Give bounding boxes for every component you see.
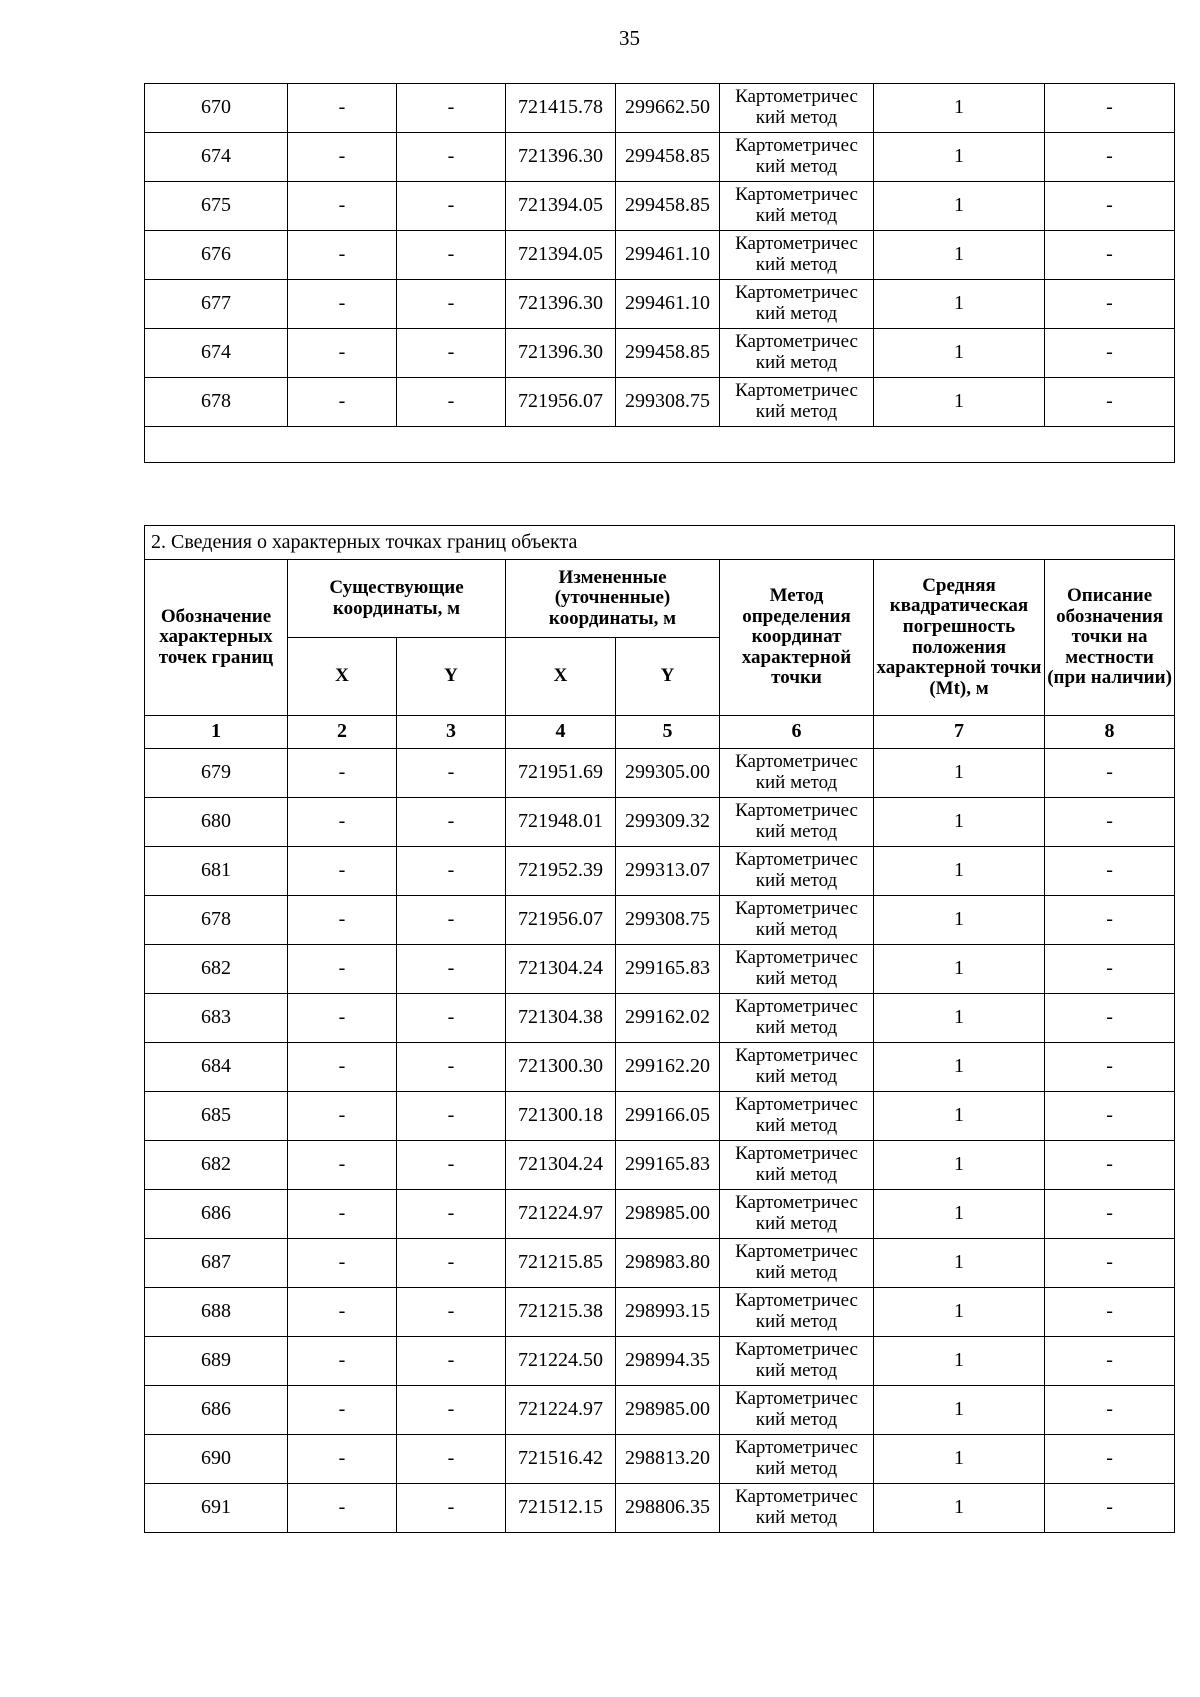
cell-method: Картометричес кий метод (720, 749, 874, 798)
cell-method: Картометричес кий метод (720, 1141, 874, 1190)
cell-point: 678 (145, 378, 288, 427)
cell-point: 674 (145, 329, 288, 378)
cell-existing-y: - (397, 945, 506, 994)
cell-method: Картометричес кий метод (720, 1484, 874, 1533)
cell-description: - (1045, 1337, 1175, 1386)
cell-existing-x: - (288, 378, 397, 427)
cell-description: - (1045, 896, 1175, 945)
cell-existing-y: - (397, 133, 506, 182)
cell-existing-y: - (397, 329, 506, 378)
table-row (145, 378, 1175, 427)
cell-existing-y: - (397, 1484, 506, 1533)
table-row (145, 84, 1175, 133)
cell-existing-y: - (397, 378, 506, 427)
header-existing-x: X (288, 638, 397, 716)
cell-existing-y: - (397, 1337, 506, 1386)
table-row (145, 1141, 1175, 1190)
cell-existing-x: - (288, 329, 397, 378)
cell-description: - (1045, 847, 1175, 896)
cell-description: - (1045, 133, 1175, 182)
cell-changed-x: 721415.78 (506, 84, 616, 133)
cell-accuracy: 1 (874, 84, 1045, 133)
header-existing-coordinates: Существующие координаты, м (288, 560, 506, 638)
table-row (145, 1337, 1175, 1386)
cell-description: - (1045, 1435, 1175, 1484)
cell-accuracy: 1 (874, 1288, 1045, 1337)
cell-description: - (1045, 1386, 1175, 1435)
cell-changed-y: 299309.32 (616, 798, 720, 847)
cell-changed-y: 299305.00 (616, 749, 720, 798)
cell-existing-x: - (288, 1435, 397, 1484)
cell-changed-y: 299165.83 (616, 945, 720, 994)
cell-accuracy: 1 (874, 1190, 1045, 1239)
cell-point: 674 (145, 133, 288, 182)
cell-accuracy: 1 (874, 994, 1045, 1043)
cell-changed-y: 299461.10 (616, 231, 720, 280)
cell-method: Картометричес кий метод (720, 84, 874, 133)
cell-changed-x: 721304.24 (506, 945, 616, 994)
cell-existing-y: - (397, 182, 506, 231)
cell-changed-x: 721224.97 (506, 1386, 616, 1435)
cell-method: Картометричес кий метод (720, 1435, 874, 1484)
cell-accuracy: 1 (874, 1435, 1045, 1484)
cell-existing-x: - (288, 1484, 397, 1533)
cell-accuracy: 1 (874, 1386, 1045, 1435)
table-row (145, 994, 1175, 1043)
cell-point: 681 (145, 847, 288, 896)
cell-point: 682 (145, 945, 288, 994)
cell-existing-y: - (397, 280, 506, 329)
table-row (145, 945, 1175, 994)
cell-changed-y: 299662.50 (616, 84, 720, 133)
cell-changed-x: 721394.05 (506, 182, 616, 231)
cell-existing-x: - (288, 1092, 397, 1141)
cell-description: - (1045, 1190, 1175, 1239)
cell-description: - (1045, 798, 1175, 847)
cell-changed-y: 298993.15 (616, 1288, 720, 1337)
cell-accuracy: 1 (874, 798, 1045, 847)
cell-existing-x: - (288, 798, 397, 847)
cell-changed-y: 298985.00 (616, 1386, 720, 1435)
cell-existing-x: - (288, 749, 397, 798)
cell-existing-y: - (397, 1141, 506, 1190)
cell-description: - (1045, 1239, 1175, 1288)
cell-changed-x: 721951.69 (506, 749, 616, 798)
cell-existing-x: - (288, 231, 397, 280)
cell-description: - (1045, 231, 1175, 280)
cell-changed-y: 299461.10 (616, 280, 720, 329)
cell-changed-x: 721394.05 (506, 231, 616, 280)
table-body (145, 84, 1175, 427)
cell-point: 691 (145, 1484, 288, 1533)
cell-existing-x: - (288, 1190, 397, 1239)
table-row (145, 133, 1175, 182)
cell-changed-y: 298985.00 (616, 1190, 720, 1239)
cell-point: 684 (145, 1043, 288, 1092)
cell-changed-x: 721956.07 (506, 896, 616, 945)
cell-point: 687 (145, 1239, 288, 1288)
cell-existing-y: - (397, 84, 506, 133)
cell-existing-x: - (288, 945, 397, 994)
cell-existing-x: - (288, 1337, 397, 1386)
header-changed-coordinates: Измененные (уточненные) координаты, м (506, 560, 720, 638)
cell-changed-x: 721215.85 (506, 1239, 616, 1288)
cell-description: - (1045, 945, 1175, 994)
cell-changed-x: 721300.30 (506, 1043, 616, 1092)
cell-changed-x: 721952.39 (506, 847, 616, 896)
cell-changed-y: 299166.05 (616, 1092, 720, 1141)
cell-existing-y: - (397, 1288, 506, 1337)
cell-existing-x: - (288, 182, 397, 231)
header-existing-y: Y (397, 638, 506, 716)
empty-row (145, 427, 1175, 463)
cell-point: 683 (145, 994, 288, 1043)
table-row (145, 896, 1175, 945)
cell-changed-y: 299458.85 (616, 182, 720, 231)
cell-existing-y: - (397, 1043, 506, 1092)
cell-point: 690 (145, 1435, 288, 1484)
column-number: 1 (145, 716, 288, 749)
cell-description: - (1045, 378, 1175, 427)
cell-accuracy: 1 (874, 1484, 1045, 1533)
cell-method: Картометричес кий метод (720, 133, 874, 182)
table-header (145, 526, 1175, 749)
cell-description: - (1045, 1141, 1175, 1190)
cell-method: Картометричес кий метод (720, 994, 874, 1043)
cell-existing-y: - (397, 1092, 506, 1141)
cell-existing-y: - (397, 798, 506, 847)
column-number: 3 (397, 716, 506, 749)
cell-point: 680 (145, 798, 288, 847)
cell-accuracy: 1 (874, 749, 1045, 798)
column-number-row (145, 716, 1175, 749)
cell-accuracy: 1 (874, 1141, 1045, 1190)
table-row (145, 1239, 1175, 1288)
cell-point: 678 (145, 896, 288, 945)
cell-point: 670 (145, 84, 288, 133)
cell-method: Картометричес кий метод (720, 1337, 874, 1386)
cell-point: 677 (145, 280, 288, 329)
cell-existing-y: - (397, 994, 506, 1043)
cell-existing-x: - (288, 280, 397, 329)
cell-changed-x: 721304.24 (506, 1141, 616, 1190)
cell-description: - (1045, 280, 1175, 329)
cell-point: 679 (145, 749, 288, 798)
cell-point: 688 (145, 1288, 288, 1337)
cell-description: - (1045, 994, 1175, 1043)
header-row (145, 560, 1175, 638)
cell-method: Картометричес кий метод (720, 378, 874, 427)
cell-description: - (1045, 1092, 1175, 1141)
cell-accuracy: 1 (874, 1239, 1045, 1288)
cell-changed-x: 721224.97 (506, 1190, 616, 1239)
cell-existing-y: - (397, 1435, 506, 1484)
cell-method: Картометричес кий метод (720, 1043, 874, 1092)
cell-changed-y: 299308.75 (616, 378, 720, 427)
cell-changed-y: 299165.83 (616, 1141, 720, 1190)
cell-accuracy: 1 (874, 945, 1045, 994)
cell-changed-y: 298994.35 (616, 1337, 720, 1386)
cell-changed-x: 721516.42 (506, 1435, 616, 1484)
cell-point: 676 (145, 231, 288, 280)
cell-accuracy: 1 (874, 182, 1045, 231)
table-row (145, 1435, 1175, 1484)
column-number: 7 (874, 716, 1045, 749)
table-row (145, 1092, 1175, 1141)
cell-accuracy: 1 (874, 1092, 1045, 1141)
cell-description: - (1045, 1043, 1175, 1092)
cell-method: Картометричес кий метод (720, 231, 874, 280)
cell-method: Картометричес кий метод (720, 896, 874, 945)
table-row (145, 182, 1175, 231)
column-number: 8 (1045, 716, 1175, 749)
cell-accuracy: 1 (874, 329, 1045, 378)
table-caption: 2. Сведения о характерных точках границ объекта (145, 526, 1175, 560)
cell-changed-x: 721224.50 (506, 1337, 616, 1386)
header-description: Описание обозначения точки на местности (при наличии) (1045, 560, 1175, 716)
header-changed-x: X (506, 638, 616, 716)
cell-method: Картометричес кий метод (720, 280, 874, 329)
cell-accuracy: 1 (874, 896, 1045, 945)
column-number: 4 (506, 716, 616, 749)
cell-changed-y: 299458.85 (616, 329, 720, 378)
table-row (145, 798, 1175, 847)
cell-changed-x: 721304.38 (506, 994, 616, 1043)
cell-description: - (1045, 182, 1175, 231)
cell-existing-y: - (397, 749, 506, 798)
header-accuracy: Средняя квадратическая погрешность положения характерной точки (Mt), м (874, 560, 1045, 716)
cell-changed-y: 298806.35 (616, 1484, 720, 1533)
empty-cell (145, 427, 1175, 463)
cell-changed-x: 721215.38 (506, 1288, 616, 1337)
cell-changed-y: 299313.07 (616, 847, 720, 896)
table-row (145, 280, 1175, 329)
table-row (145, 231, 1175, 280)
cell-accuracy: 1 (874, 1043, 1045, 1092)
cell-existing-y: - (397, 847, 506, 896)
cell-existing-y: - (397, 1386, 506, 1435)
boundary-points-table-continued (144, 83, 1175, 463)
cell-description: - (1045, 1484, 1175, 1533)
cell-existing-x: - (288, 1239, 397, 1288)
cell-existing-x: - (288, 1141, 397, 1190)
cell-changed-y: 299162.02 (616, 994, 720, 1043)
header-point: Обозначение характерных точек границ (145, 560, 288, 716)
table-row (145, 1043, 1175, 1092)
cell-method: Картометричес кий метод (720, 329, 874, 378)
cell-description: - (1045, 749, 1175, 798)
table-row (145, 749, 1175, 798)
cell-existing-x: - (288, 1386, 397, 1435)
table-row (145, 1288, 1175, 1337)
header-changed-y: Y (616, 638, 720, 716)
cell-point: 675 (145, 182, 288, 231)
cell-changed-x: 721948.01 (506, 798, 616, 847)
table-row (145, 1386, 1175, 1435)
cell-existing-x: - (288, 84, 397, 133)
cell-accuracy: 1 (874, 280, 1045, 329)
cell-changed-y: 299162.20 (616, 1043, 720, 1092)
column-number: 2 (288, 716, 397, 749)
cell-point: 686 (145, 1190, 288, 1239)
cell-changed-y: 298983.80 (616, 1239, 720, 1288)
cell-changed-y: 299308.75 (616, 896, 720, 945)
cell-existing-y: - (397, 231, 506, 280)
table-row (145, 1484, 1175, 1533)
cell-accuracy: 1 (874, 378, 1045, 427)
cell-method: Картометричес кий метод (720, 847, 874, 896)
cell-point: 685 (145, 1092, 288, 1141)
cell-method: Картометричес кий метод (720, 1386, 874, 1435)
cell-changed-x: 721396.30 (506, 280, 616, 329)
cell-method: Картометричес кий метод (720, 182, 874, 231)
table-row (145, 847, 1175, 896)
cell-method: Картометричес кий метод (720, 945, 874, 994)
column-number: 5 (616, 716, 720, 749)
boundary-points-table (144, 525, 1175, 1533)
cell-method: Картометричес кий метод (720, 1190, 874, 1239)
header-method: Метод определения координат характерной точки (720, 560, 874, 716)
cell-description: - (1045, 1288, 1175, 1337)
cell-changed-y: 298813.20 (616, 1435, 720, 1484)
cell-changed-x: 721956.07 (506, 378, 616, 427)
cell-point: 689 (145, 1337, 288, 1386)
table-row (145, 1190, 1175, 1239)
cell-point: 682 (145, 1141, 288, 1190)
cell-method: Картометричес кий метод (720, 1239, 874, 1288)
cell-point: 686 (145, 1386, 288, 1435)
cell-existing-x: - (288, 133, 397, 182)
table-caption-row (145, 526, 1175, 560)
table-row (145, 329, 1175, 378)
cell-existing-y: - (397, 1190, 506, 1239)
cell-existing-y: - (397, 1239, 506, 1288)
cell-description: - (1045, 84, 1175, 133)
cell-changed-x: 721396.30 (506, 133, 616, 182)
page-number: 35 (619, 26, 640, 50)
cell-existing-x: - (288, 896, 397, 945)
cell-method: Картометричес кий метод (720, 1092, 874, 1141)
cell-existing-x: - (288, 994, 397, 1043)
cell-existing-y: - (397, 896, 506, 945)
cell-changed-x: 721300.18 (506, 1092, 616, 1141)
cell-changed-y: 299458.85 (616, 133, 720, 182)
cell-existing-x: - (288, 1043, 397, 1092)
cell-changed-x: 721396.30 (506, 329, 616, 378)
cell-accuracy: 1 (874, 231, 1045, 280)
cell-description: - (1045, 329, 1175, 378)
table-body (145, 749, 1175, 1533)
cell-accuracy: 1 (874, 133, 1045, 182)
column-number: 6 (720, 716, 874, 749)
cell-existing-x: - (288, 1288, 397, 1337)
cell-changed-x: 721512.15 (506, 1484, 616, 1533)
cell-existing-x: - (288, 847, 397, 896)
cell-accuracy: 1 (874, 847, 1045, 896)
cell-accuracy: 1 (874, 1337, 1045, 1386)
cell-method: Картометричес кий метод (720, 1288, 874, 1337)
cell-method: Картометричес кий метод (720, 798, 874, 847)
